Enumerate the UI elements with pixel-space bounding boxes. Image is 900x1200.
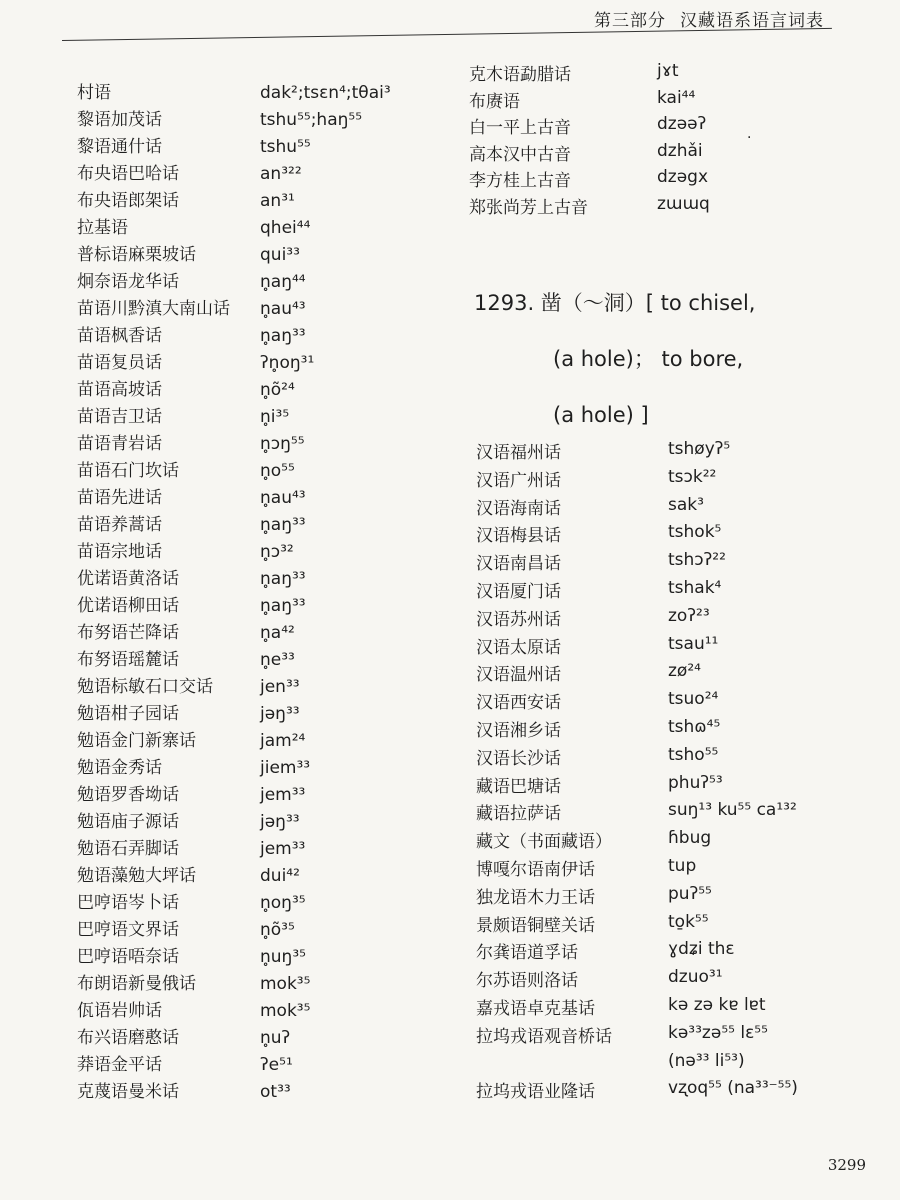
phonetic-form: tup xyxy=(668,855,697,876)
language-name: 尔龚语道孚话 xyxy=(476,943,578,964)
phonetic-form: ʔe⁵¹ xyxy=(260,1055,293,1075)
language-name: 汉语广州话 xyxy=(476,470,561,491)
entry-heading xyxy=(474,283,874,451)
phonetic-form: dzəəʔ xyxy=(657,114,707,134)
phonetic-form: n̥õ³⁵ xyxy=(260,920,295,940)
phonetic-form: ɣdʑi thɛ xyxy=(668,939,735,960)
language-name: 汉语长沙话 xyxy=(476,748,561,769)
word-row xyxy=(77,485,457,512)
phonetic-form: ot³³ xyxy=(260,1082,291,1102)
word-row xyxy=(77,377,457,404)
language-name: 优诺语黄洛话 xyxy=(77,569,179,589)
phonetic-form: n̥e³³ xyxy=(260,650,295,670)
language-name: 勉语庙子源话 xyxy=(77,812,179,832)
header-title: 汉藏语系语言词表 xyxy=(680,11,824,31)
language-name: 李方桂上古音 xyxy=(469,171,571,191)
language-name: 汉语厦门话 xyxy=(476,581,561,602)
phonetic-form: n̥o⁵⁵ xyxy=(260,461,295,481)
word-row xyxy=(77,296,457,323)
phonetic-form: jem³³ xyxy=(260,785,306,805)
phonetic-form: jɤt xyxy=(657,61,679,81)
word-row xyxy=(77,188,457,215)
language-name: 拉基语 xyxy=(77,218,128,238)
phonetic-form: tshu⁵⁵;haŋ⁵⁵ xyxy=(260,110,363,130)
language-name: 郑张尚芳上古音 xyxy=(469,197,588,218)
language-name: 博嘎尔语南伊话 xyxy=(476,859,595,880)
word-row xyxy=(77,836,457,863)
phonetic-form: zoʔ²³ xyxy=(668,605,710,626)
word-row xyxy=(77,269,457,296)
phonetic-form: kə zə kɐ lɐt xyxy=(668,994,766,1015)
language-name: 布朗语新曼俄话 xyxy=(77,974,196,994)
word-row xyxy=(77,404,457,431)
word-row xyxy=(77,890,457,917)
word-row xyxy=(77,1052,457,1079)
word-row xyxy=(77,215,457,242)
page-number: 3299 xyxy=(827,1156,866,1174)
phonetic-form: sak³ xyxy=(668,494,704,515)
language-name: 汉语温州话 xyxy=(476,665,561,686)
phonetic-form: tshak⁴ xyxy=(668,577,722,598)
phonetic-form: qhei⁴⁴ xyxy=(260,218,311,238)
language-name: 藏语拉萨话 xyxy=(476,804,561,825)
language-name: 汉语西安话 xyxy=(476,693,561,714)
language-name: 苗语养蒿话 xyxy=(77,515,162,535)
phonetic-form: n̥aŋ³³ xyxy=(260,515,306,535)
language-name: 高本汉中古音 xyxy=(469,144,571,165)
language-name: 布央语巴哈话 xyxy=(77,164,179,184)
language-name: 布努语芒降话 xyxy=(77,623,179,643)
phonetic-form: an³¹ xyxy=(260,191,295,211)
page-header xyxy=(594,6,824,31)
word-row xyxy=(77,134,457,161)
phonetic-form: dak²;tsɛn⁴;tθai³ xyxy=(260,83,391,103)
phonetic-form: n̥oŋ³⁵ xyxy=(260,893,306,913)
phonetic-form: to̱k⁵⁵ xyxy=(668,911,709,932)
phonetic-form: suŋ¹³ ku⁵⁵ ca¹³² xyxy=(668,800,797,821)
language-name: 苗语复员话 xyxy=(77,353,162,373)
phonetic-form: zɯɯq xyxy=(657,193,710,214)
language-name: 勉语金门新寨话 xyxy=(77,731,196,751)
word-row xyxy=(77,1025,457,1052)
word-row xyxy=(77,728,457,755)
language-name: 克蔑语曼米话 xyxy=(77,1082,179,1102)
entry-line-3: (a hole) ] xyxy=(553,403,649,427)
phonetic-form: phuʔ⁵³ xyxy=(668,772,723,793)
language-name: 勉语藻勉大坪话 xyxy=(77,866,196,886)
stray-mark: · xyxy=(747,130,752,146)
word-row xyxy=(77,107,457,134)
phonetic-form: puʔ⁵⁵ xyxy=(668,883,712,904)
phonetic-form: n̥ɔ³² xyxy=(260,542,294,562)
language-name: 勉语罗香坳话 xyxy=(77,785,179,805)
phonetic-form: n̥uʔ xyxy=(260,1028,291,1048)
word-row xyxy=(77,755,457,782)
word-row xyxy=(77,80,457,107)
word-row xyxy=(77,431,457,458)
word-row xyxy=(77,620,457,647)
word-row xyxy=(77,323,457,350)
language-name: 村语 xyxy=(77,83,111,103)
word-row xyxy=(77,944,457,971)
language-name: 布央语郎架话 xyxy=(77,191,179,211)
phonetic-form: n̥uŋ³⁵ xyxy=(260,947,306,967)
language-name: 苗语先进话 xyxy=(77,488,162,508)
language-name: 普标语麻栗坡话 xyxy=(77,245,196,265)
language-name: 布赓语 xyxy=(469,91,520,112)
phonetic-form: mok³⁵ xyxy=(260,1001,311,1021)
phonetic-form: n̥õ²⁴ xyxy=(260,380,295,400)
phonetic-form: zø²⁴ xyxy=(668,661,701,682)
language-name: 黎语通什话 xyxy=(77,137,162,157)
phonetic-form: tsɔk²² xyxy=(668,466,717,487)
word-row xyxy=(77,566,457,593)
word-row xyxy=(77,998,457,1025)
phonetic-form: (nə³³ li⁵³) xyxy=(668,1050,745,1071)
phonetic-form: ʔn̥oŋ³¹ xyxy=(260,353,315,373)
phonetic-form: kai⁴⁴ xyxy=(657,87,696,108)
language-name: 莽语金平话 xyxy=(77,1055,162,1075)
language-name: 巴哼语岑卜话 xyxy=(77,893,179,913)
language-name: 巴哼语唔奈话 xyxy=(77,947,179,967)
language-name: 汉语梅县话 xyxy=(476,526,561,547)
phonetic-form: dzhǎi xyxy=(657,140,703,161)
language-name: 勉语石弄脚话 xyxy=(77,839,179,859)
word-row xyxy=(77,458,457,485)
language-name: 苗语青岩话 xyxy=(77,434,162,454)
phonetic-form: vʐoq⁵⁵ (na³³⁻⁵⁵) xyxy=(668,1078,798,1099)
phonetic-form: dzəgx xyxy=(657,167,709,187)
word-row xyxy=(77,593,457,620)
language-name: 拉坞戎语业隆话 xyxy=(476,1082,595,1103)
phonetic-form: n̥aŋ³³ xyxy=(260,326,306,346)
language-name: 汉语湘乡话 xyxy=(476,720,561,741)
phonetic-form: tshok⁵ xyxy=(668,522,722,543)
phonetic-form: n̥aŋ⁴⁴ xyxy=(260,272,306,292)
language-name: 汉语南昌话 xyxy=(476,554,561,575)
language-name: 苗语吉卫话 xyxy=(77,407,162,427)
language-name: 勉语标敏石口交话 xyxy=(77,677,213,697)
phonetic-form: jem³³ xyxy=(260,839,306,859)
word-row xyxy=(469,195,849,222)
phonetic-form: an³²² xyxy=(260,164,302,184)
phonetic-form: jen³³ xyxy=(260,677,300,697)
word-row xyxy=(77,242,457,269)
language-name: 尔苏语则洛话 xyxy=(476,971,578,992)
phonetic-form: tsau¹¹ xyxy=(668,633,719,654)
phonetic-form: n̥au⁴³ xyxy=(260,299,306,319)
word-row xyxy=(77,782,457,809)
language-name: 汉语福州话 xyxy=(476,443,561,463)
language-name: 黎语加茂话 xyxy=(77,110,162,130)
language-name: 景颇语铜壁关话 xyxy=(476,915,595,936)
phonetic-form: n̥i³⁵ xyxy=(260,407,290,427)
phonetic-form: n̥au⁴³ xyxy=(260,488,306,508)
language-name: 汉语苏州话 xyxy=(476,609,561,630)
entry-line-1: 1293. 凿（～洞）[ to chisel, xyxy=(474,291,756,315)
right-column-bottom xyxy=(476,440,876,1107)
language-name: 巴哼语文界话 xyxy=(77,920,179,940)
language-name: 苗语高坡话 xyxy=(77,380,162,400)
phonetic-form: jəŋ³³ xyxy=(260,812,300,832)
phonetic-form: ɦbug xyxy=(668,828,712,849)
word-row xyxy=(77,647,457,674)
word-row xyxy=(77,674,457,701)
word-row xyxy=(77,701,457,728)
language-name: 汉语海南话 xyxy=(476,498,561,519)
phonetic-form: n̥a⁴² xyxy=(260,623,295,643)
language-name: 布努语瑶麓话 xyxy=(77,650,179,670)
language-name: 藏语巴塘话 xyxy=(476,776,561,797)
language-name: 苗语石门坎话 xyxy=(77,461,179,481)
phonetic-form: tsho⁵⁵ xyxy=(668,744,719,765)
header-part: 第三部分 xyxy=(594,11,666,31)
language-name: 布兴语磨憨话 xyxy=(77,1028,179,1048)
language-name: 炯奈语龙华话 xyxy=(77,272,179,292)
language-name: 优诺语柳田话 xyxy=(77,596,179,616)
language-name: 藏文（书面藏语） xyxy=(476,832,612,853)
language-name: 苗语枫香话 xyxy=(77,326,162,346)
language-name: 勉语柑子园话 xyxy=(77,704,179,724)
phonetic-form: tshɔʔ²² xyxy=(668,550,726,571)
language-name: 苗语川黔滇大南山话 xyxy=(77,299,230,319)
word-row xyxy=(77,917,457,944)
phonetic-form: tsuo²⁴ xyxy=(668,689,719,710)
header-rule xyxy=(62,28,832,41)
language-name: 勉语金秀话 xyxy=(77,758,162,778)
right-column-top xyxy=(469,62,849,221)
word-row xyxy=(77,539,457,566)
word-row xyxy=(77,512,457,539)
word-row xyxy=(77,1079,457,1106)
word-row xyxy=(77,350,457,377)
phonetic-form: n̥aŋ³³ xyxy=(260,569,306,589)
phonetic-form: jam²⁴ xyxy=(260,731,306,751)
language-name: 拉坞戎语观音桥话 xyxy=(476,1026,612,1047)
word-row xyxy=(77,161,457,188)
phonetic-form: n̥ɔŋ⁵⁵ xyxy=(260,434,305,454)
phonetic-form: mok³⁵ xyxy=(260,974,311,994)
phonetic-form: tshu⁵⁵ xyxy=(260,137,311,157)
phonetic-form: n̥aŋ³³ xyxy=(260,596,306,616)
phonetic-form: tshøyʔ⁵ xyxy=(668,439,731,459)
language-name: 克木语勐腊话 xyxy=(469,65,571,85)
word-row xyxy=(476,1079,876,1107)
word-row xyxy=(77,809,457,836)
language-name: 汉语太原话 xyxy=(476,637,561,658)
language-name: 白一平上古音 xyxy=(469,118,571,138)
language-name: 嘉戎语卓克基话 xyxy=(476,998,595,1019)
phonetic-form: jiem³³ xyxy=(260,758,311,778)
entry-line-2: (a hole)； to bore, xyxy=(553,347,744,371)
phonetic-form: kə³³zə⁵⁵ lɛ⁵⁵ xyxy=(668,1022,768,1043)
phonetic-form: qui³³ xyxy=(260,245,300,265)
phonetic-form: jəŋ³³ xyxy=(260,704,300,724)
language-name: 苗语宗地话 xyxy=(77,542,162,562)
language-name: 佤语岩帅话 xyxy=(77,1001,162,1021)
word-row xyxy=(77,863,457,890)
language-name: 独龙语木力王话 xyxy=(476,887,595,908)
left-column xyxy=(77,80,457,1106)
phonetic-form: tshɷ⁴⁵ xyxy=(668,716,721,737)
word-row xyxy=(77,971,457,998)
phonetic-form: dui⁴² xyxy=(260,866,300,886)
phonetic-form: dzuo³¹ xyxy=(668,967,723,988)
